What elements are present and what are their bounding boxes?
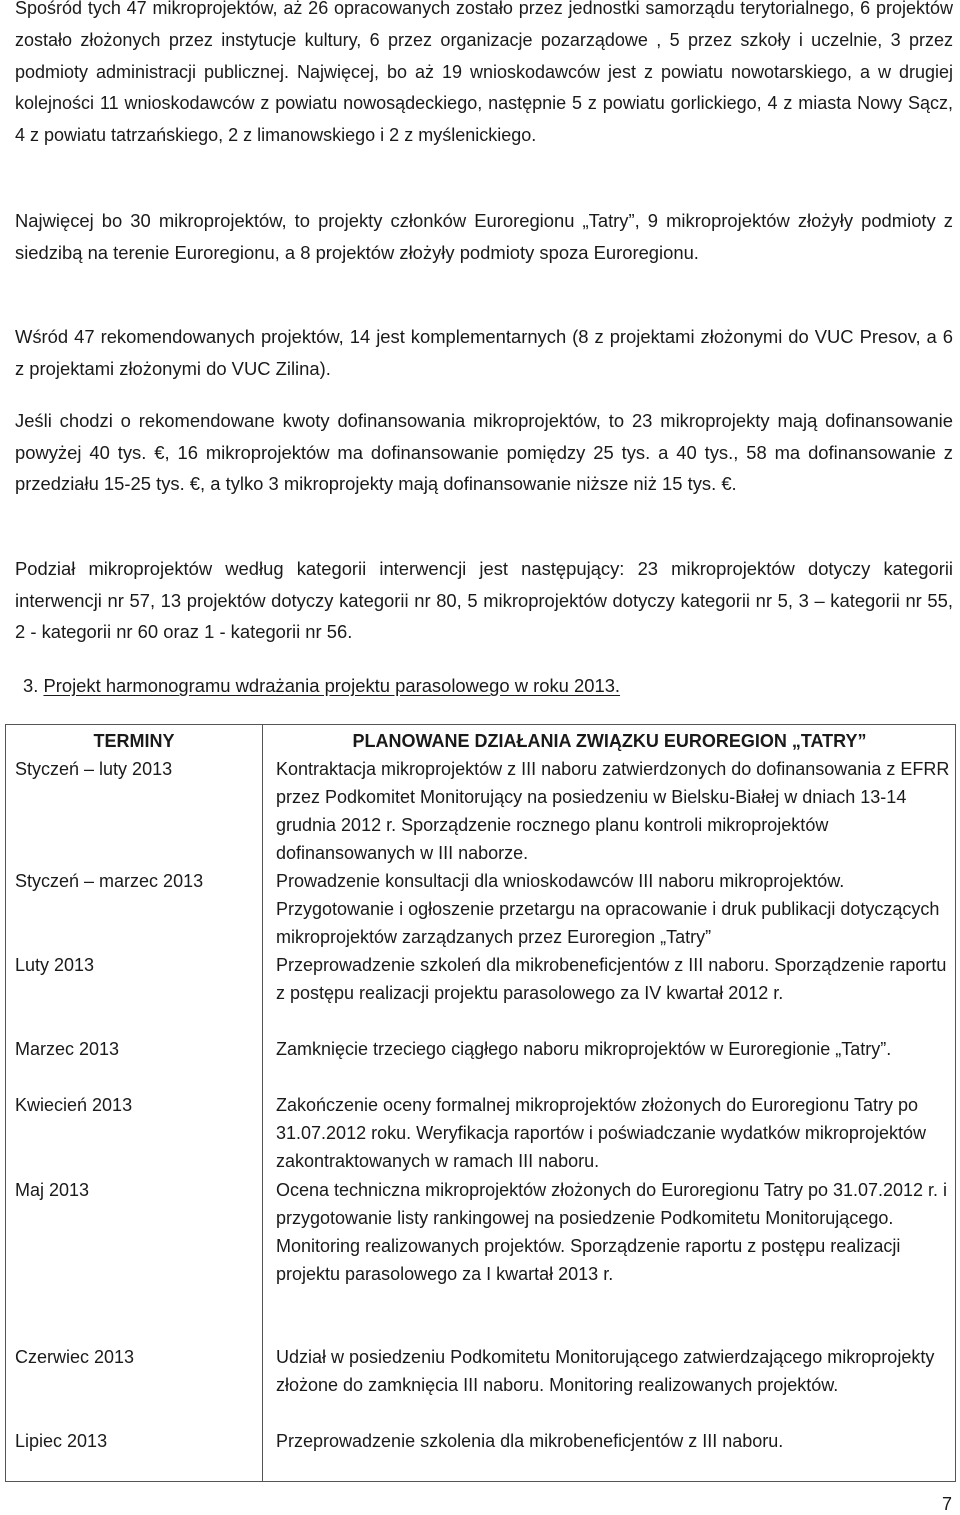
row-action: Zamknięcie trzeciego ciągłego naboru mikroprojektów w Euroregionie „Tatry”. [276, 1039, 892, 1059]
row-action: Kontraktacja mikroprojektów z III naboru zatwierdzonych do dofinansowania z EFRR przez Podkomitet Monitorujący na posiedzeniu w Bielsku-Białej w dniach 13-14 grudnia 2012 r. Sporządzenie rocznego planu kontroli mikroprojektów dofinansowanych w III naborze. [276, 759, 950, 863]
header-planned-actions: PLANOWANE DZIAŁANIA ZWIĄZKU EUROREGION „TATRY” [352, 731, 867, 751]
row-term: Maj 2013 [15, 1180, 90, 1200]
section-title: Projekt harmonogramu wdrażania projektu parasolowego w roku 2013. [43, 675, 621, 696]
paragraph-complementary-projects: Wśród 47 rekomendowanych projektów, 14 jest komplementarnych (8 z projektami złożonymi do VUC Presov, a 6 z projektami złożonymi do VUC Zilina). [15, 326, 953, 379]
schedule-table [5, 724, 956, 1482]
row-action: Przeprowadzenie szkoleń dla mikrobeneficjentów z III naboru. Sporządzenie raportu z postępu realizacji projektu parasolowego za IV kwartał 2012 r. [276, 955, 947, 1003]
row-term: Kwiecień 2013 [15, 1095, 133, 1115]
row-action: Ocena techniczna mikroprojektów złożonych do Euroregionu Tatry po 31.07.2012 r. i przygotowanie listy rankingowej na posiedzenie Podkomitetu Monitorującego. Monitoring realizowanych projektów. Sporządzenie raportu z postępu realizacji projektu parasolowego za I kwartał 2013 r. [276, 1180, 948, 1284]
row-action: Prowadzenie konsultacji dla wnioskodawców III naboru mikroprojektów. Przygotowanie i ogłoszenie przetargu na opracowanie i druk publikacji dotyczących mikroprojektów zarządzanych przez Euroregion „Tatry” [276, 871, 940, 947]
column-divider [262, 725, 263, 1481]
paragraph-intervention-categories: Podział mikroprojektów według kategorii interwencji jest następujący: 23 mikroprojektów dotyczy kategorii interwencji nr 57, 13 projektów dotyczy kategorii nr 80, 5 mikroprojektów dotyczy kategorii nr 5, 3 – kategorii nr 55, 2 - kategorii nr 60 oraz 1 - kategorii nr 56. [15, 558, 953, 642]
paragraph-applicants: Spośród tych 47 mikroprojektów, aż 26 opracowanych zostało przez jednostki samorządu terytorialnego, 6 projektów zostało złożonych przez instytucje kultury, 6 przez organizacje pozarządowe , 5 przez szkoły i uczelnie, 3 przez podmioty administracji publicznej. Najwięcej, bo aż 19 wnioskodawców jest z powiatu nowotarskiego, a w drugiej kolejności 11 wnioskodawców z powiatu nowosądeckiego, następnie 5 z powiatu gorlickiego, 4 z miasta Nowy Sącz, 4 z powiatu tatrzańskiego, 2 z limanowskiego i 2 z myślenickiego. [15, 0, 953, 146]
section-heading [23, 672, 620, 700]
row-term: Czerwiec 2013 [15, 1347, 135, 1367]
row-term: Styczeń – marzec 2013 [15, 871, 204, 891]
header-terms: TERMINY [93, 731, 175, 751]
row-term: Lipiec 2013 [15, 1431, 108, 1451]
row-action: Przeprowadzenie szkolenia dla mikrobeneficjentów z III naboru. [276, 1431, 784, 1451]
row-action: Udział w posiedzeniu Podkomitetu Monitorującego zatwierdzającego mikroprojekty złożone do zamknięcia III naboru. Monitoring realizowanych projektów. [276, 1347, 935, 1395]
page-number: 7 [941, 1494, 952, 1514]
row-term: Luty 2013 [15, 955, 95, 975]
row-term: Marzec 2013 [15, 1039, 120, 1059]
paragraph-funding-amounts: Jeśli chodzi o rekomendowane kwoty dofinansowania mikroprojektów, to 23 mikroprojekty mają dofinansowanie powyżej 40 tys. €, 16 mikroprojektów ma dofinansowanie pomiędzy 25 tys. a 40 tys., 58 ma dofinansowanie z przedziału 15-25 tys. €, a tylko 3 mikroprojekty mają dofinansowanie niższe niż 15 tys. €. [15, 410, 953, 494]
paragraph-euroregion-members: Najwięcej bo 30 mikroprojektów, to projekty członków Euroregionu „Tatry”, 9 mikroprojektów złożyły podmioty z siedzibą na terenie Euroregionu, a 8 projektów złożyły podmioty spoza Euroregionu. [15, 210, 953, 263]
section-number: 3. [23, 675, 39, 696]
row-term: Styczeń – luty 2013 [15, 759, 173, 779]
row-action: Zakończenie oceny formalnej mikroprojektów złożonych do Euroregionu Tatry po 31.07.2012 roku. Weryfikacja raportów i poświadczanie wydatków mikroprojektów zakontraktowanych w ramach III naboru. [276, 1095, 926, 1171]
